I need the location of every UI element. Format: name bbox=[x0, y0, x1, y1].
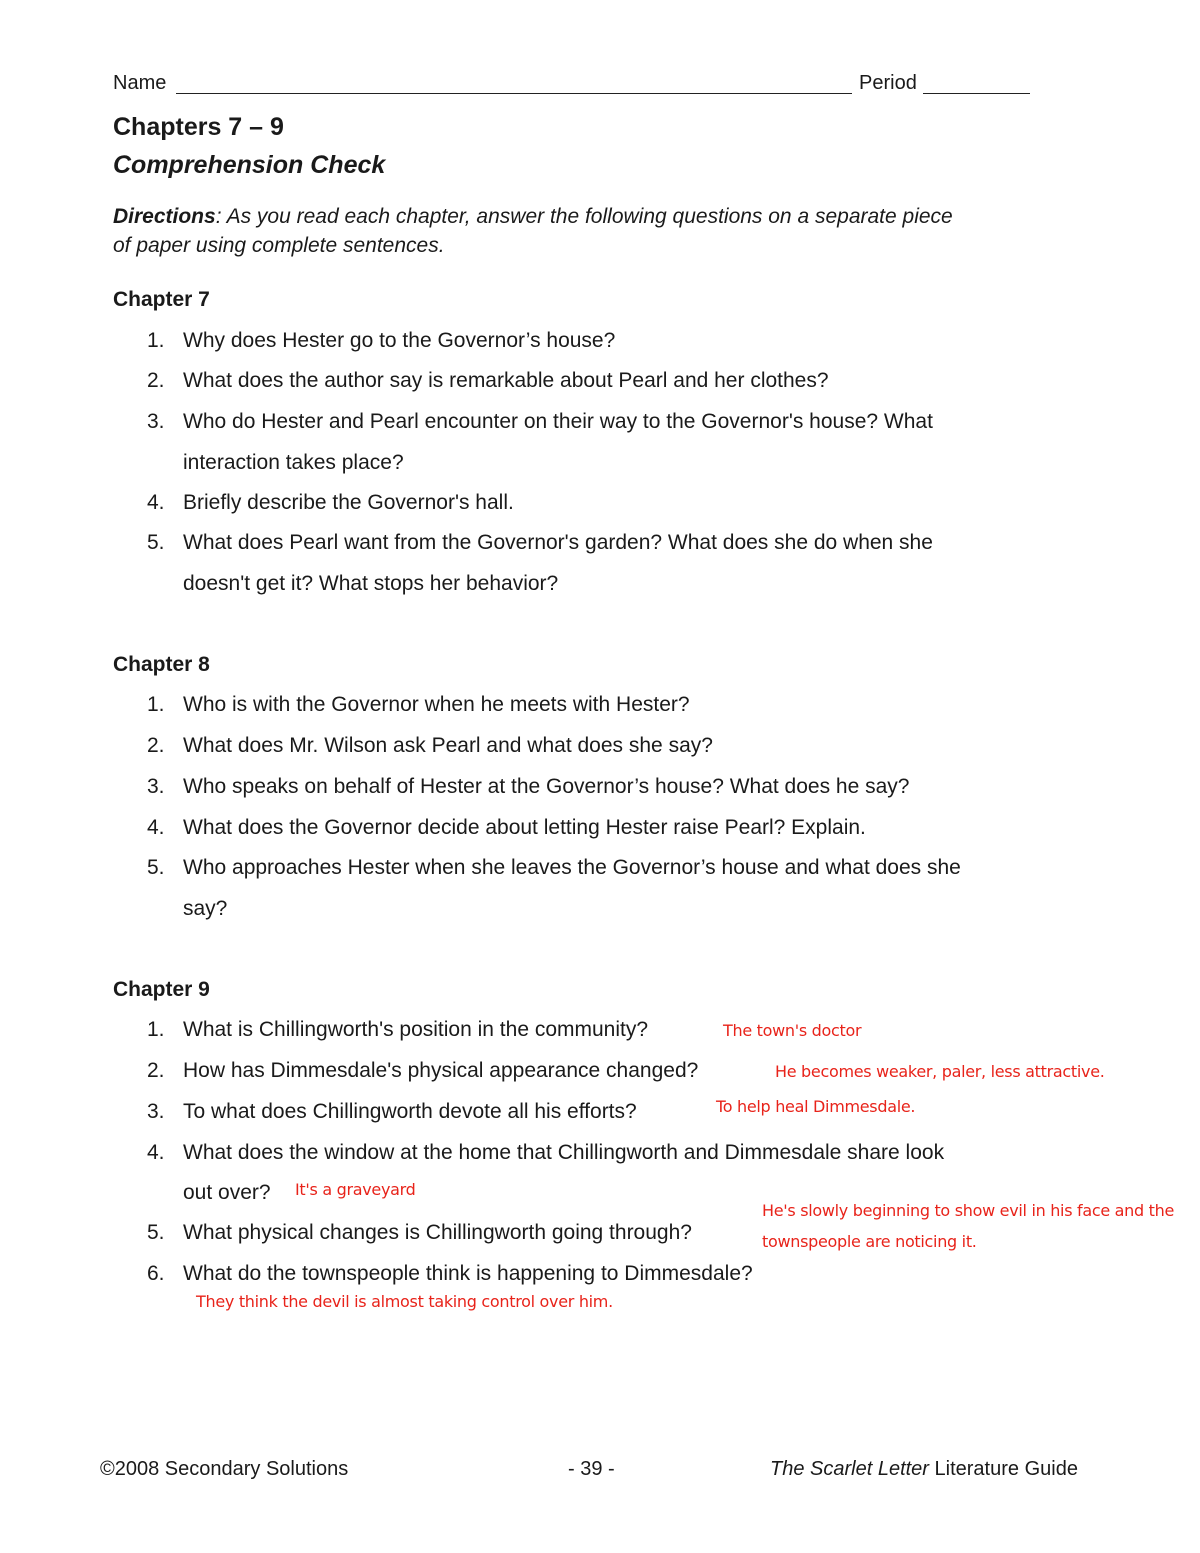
directions-text-1: : As you read each chapter, answer the following questions on a separate piece bbox=[215, 205, 953, 228]
ch9-q3-text: To what does Chillingworth devote all his efforts? bbox=[183, 1100, 637, 1123]
ch7-q5-number: 5. bbox=[147, 531, 165, 554]
directions-line-2: of paper using complete sentences. bbox=[113, 234, 445, 257]
ch8-q1-number: 1. bbox=[147, 693, 165, 716]
ch7-q4-number: 4. bbox=[147, 491, 165, 514]
ch7-q1-number: 1. bbox=[147, 329, 165, 352]
ch8-q5-text-line-2: say? bbox=[183, 897, 228, 920]
ch9-q4-text-line-2: out over? bbox=[183, 1181, 271, 1204]
ch8-q4-text: What does the Governor decide about letting Hester raise Pearl? Explain. bbox=[183, 816, 866, 839]
ch9-q5-number: 5. bbox=[147, 1221, 165, 1244]
ch9-q3-number: 3. bbox=[147, 1100, 165, 1123]
ch8-q4-number: 4. bbox=[147, 816, 165, 839]
ch9-answer-5-line-1: He's slowly beginning to show evil in his face and the bbox=[762, 1201, 1175, 1220]
ch9-q6-text: What do the townspeople think is happening to Dimmesdale? bbox=[183, 1262, 753, 1285]
ch9-answer-3: To help heal Dimmesdale. bbox=[716, 1097, 916, 1116]
ch7-q5-text-line-2: doesn't get it? What stops her behavior? bbox=[183, 572, 559, 595]
period-label: Period bbox=[859, 72, 917, 94]
ch8-q5-number: 5. bbox=[147, 856, 165, 879]
ch7-q5-text-line-1: What does Pearl want from the Governor's garden? What does she do when she bbox=[183, 531, 933, 554]
ch9-q2-text: How has Dimmesdale's physical appearance changed? bbox=[183, 1059, 699, 1082]
ch7-q2-number: 2. bbox=[147, 369, 165, 392]
chapter-9-heading: Chapter 9 bbox=[113, 978, 210, 1001]
footer-book-title: The Scarlet Letter bbox=[770, 1458, 929, 1480]
ch9-answer-2: He becomes weaker, paler, less attractive. bbox=[775, 1062, 1105, 1081]
footer-page-number: - 39 - bbox=[568, 1458, 615, 1480]
ch8-q3-number: 3. bbox=[147, 775, 165, 798]
ch7-q3-text-line-2: interaction takes place? bbox=[183, 451, 404, 474]
name-label: Name bbox=[113, 72, 167, 94]
ch8-q5-text-line-1: Who approaches Hester when she leaves the Governor’s house and what does she bbox=[183, 856, 961, 879]
name-blank-line bbox=[176, 93, 852, 94]
ch9-q6-number: 6. bbox=[147, 1262, 165, 1285]
directions-line-1 bbox=[113, 205, 953, 229]
ch9-answer-6: They think the devil is almost taking control over him. bbox=[196, 1292, 613, 1311]
ch8-q2-text: What does Mr. Wilson ask Pearl and what does she say? bbox=[183, 734, 713, 757]
ch9-answer-5-line-2: townspeople are noticing it. bbox=[762, 1232, 977, 1251]
page-title: Chapters 7 – 9 bbox=[113, 113, 284, 141]
ch9-q1-number: 1. bbox=[147, 1018, 165, 1041]
ch8-q3-text: Who speaks on behalf of Hester at the Governor’s house? What does he say? bbox=[183, 775, 910, 798]
ch9-q5-text: What physical changes is Chillingworth going through? bbox=[183, 1221, 692, 1244]
ch9-answer-4: It's a graveyard bbox=[295, 1180, 416, 1199]
ch9-q4-text-line-1: What does the window at the home that Chillingworth and Dimmesdale share look bbox=[183, 1141, 945, 1164]
directions-label: Directions bbox=[113, 205, 216, 228]
ch8-q1-text: Who is with the Governor when he meets with Hester? bbox=[183, 693, 690, 716]
chapter-8-heading: Chapter 8 bbox=[113, 653, 210, 676]
chapter-7-heading: Chapter 7 bbox=[113, 288, 210, 311]
ch9-q1-text: What is Chillingworth's position in the community? bbox=[183, 1018, 649, 1041]
ch7-q2-text: What does the author say is remarkable about Pearl and her clothes? bbox=[183, 369, 829, 392]
ch9-answer-1: The town's doctor bbox=[723, 1021, 862, 1040]
footer-guide-title bbox=[770, 1458, 1078, 1481]
ch7-q1-text: Why does Hester go to the Governor’s house? bbox=[183, 329, 616, 352]
period-blank-line bbox=[923, 93, 1030, 94]
ch7-q3-text-line-1: Who do Hester and Pearl encounter on their way to the Governor's house? What bbox=[183, 410, 933, 433]
footer-copyright: ©2008 Secondary Solutions bbox=[100, 1458, 349, 1480]
ch7-q4-text: Briefly describe the Governor's hall. bbox=[183, 491, 514, 514]
ch8-q2-number: 2. bbox=[147, 734, 165, 757]
footer-guide-label: Literature Guide bbox=[928, 1458, 1078, 1480]
ch9-q2-number: 2. bbox=[147, 1059, 165, 1082]
ch7-q3-number: 3. bbox=[147, 410, 165, 433]
page-subtitle: Comprehension Check bbox=[113, 151, 386, 179]
ch9-q4-number: 4. bbox=[147, 1141, 165, 1164]
